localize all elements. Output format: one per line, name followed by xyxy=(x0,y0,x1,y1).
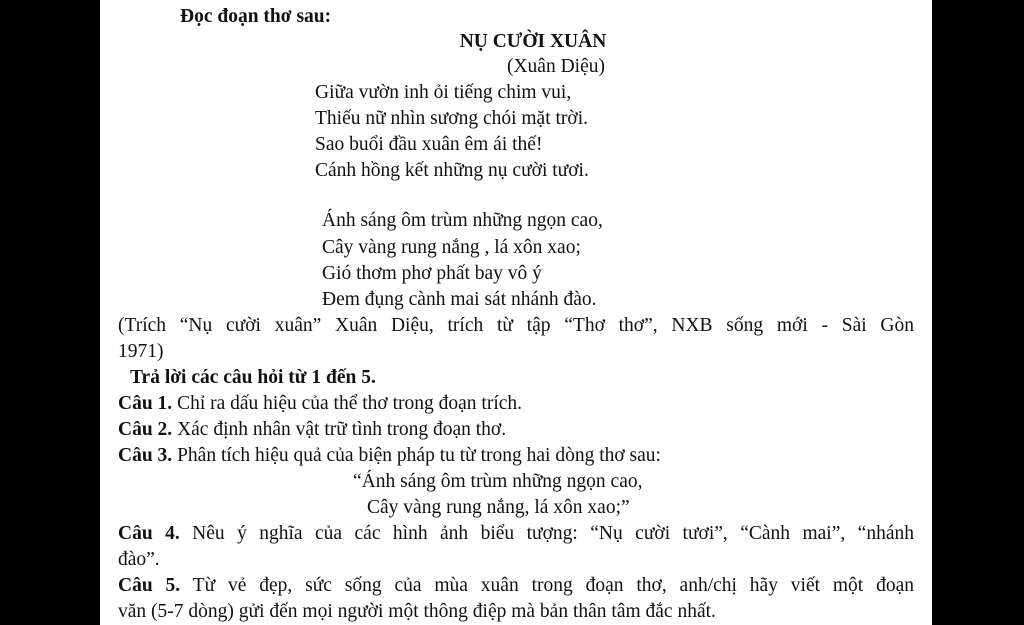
question-label: Câu 4. xyxy=(118,523,180,544)
question-text: Nêu ý nghĩa của các hình ảnh biểu tượng: “Nụ cười tươi”, “Cành mai”, “nhánh xyxy=(179,523,914,544)
document-page xyxy=(100,0,932,625)
poem-line: Giữa vườn inh ỏi tiếng chim vui, xyxy=(315,82,572,103)
question-5-cont: văn (5-7 dòng) gửi đến mọi người một thông điệp mà bản thân tâm đắc nhất. xyxy=(118,601,716,622)
poem-line: Cánh hồng kết những nụ cười tươi. xyxy=(315,160,589,181)
question-label: Câu 3. xyxy=(118,445,173,466)
question-text: Phân tích hiệu quả của biện pháp tu từ trong hai dòng thơ sau: xyxy=(172,445,661,466)
question-label: Câu 2. xyxy=(118,419,173,440)
question-label: Câu 5. xyxy=(118,575,181,596)
poem-line: Sao buổi đầu xuân êm ái thế! xyxy=(315,134,543,155)
question-2 xyxy=(118,417,506,442)
poem-line: Đem đụng cành mai sát nhánh đào. xyxy=(322,289,597,310)
instruction-heading: Đọc đoạn thơ sau: xyxy=(180,6,332,27)
source-citation: (Trích “Nụ cười xuân” Xuân Diệu, trích từ tập “Thơ thơ”, NXB sống mới - Sài Gòn xyxy=(118,315,914,336)
poem-title: NỤ CƯỜI XUÂN xyxy=(459,31,607,52)
question-label: Câu 1. xyxy=(118,393,173,414)
quoted-line: “Ánh sáng ôm trùm những ngọn cao, xyxy=(353,471,643,492)
poem-line: Thiếu nữ nhìn sương chói mặt trời. xyxy=(315,108,589,129)
question-3 xyxy=(118,443,661,468)
poem-author: (Xuân Diệu) xyxy=(506,56,605,77)
poem-line: Ánh sáng ôm trùm những ngọn cao, xyxy=(322,210,603,231)
question-text: Chỉ ra dấu hiệu của thể thơ trong đoạn trích. xyxy=(172,393,523,414)
source-citation-cont: 1971) xyxy=(118,341,164,362)
question-4 xyxy=(118,521,914,546)
question-text: Xác định nhân vật trữ tình trong đoạn thơ. xyxy=(172,419,507,440)
answer-prompt: Trả lời các câu hỏi từ 1 đến 5. xyxy=(130,367,376,388)
poem-line: Gió thơm phơ phất bay vô ý xyxy=(322,263,542,284)
poem-line: Cây vàng rung nắng , lá xôn xao; xyxy=(322,237,581,258)
question-5 xyxy=(118,573,914,598)
quoted-line: Cây vàng rung nắng, lá xôn xao;” xyxy=(367,497,630,518)
question-1 xyxy=(118,391,522,416)
question-4-cont: đào”. xyxy=(118,549,160,570)
question-text: Từ vẻ đẹp, sức sống của mùa xuân trong đoạn thơ, anh/chị hãy viết một đoạn xyxy=(180,575,914,596)
